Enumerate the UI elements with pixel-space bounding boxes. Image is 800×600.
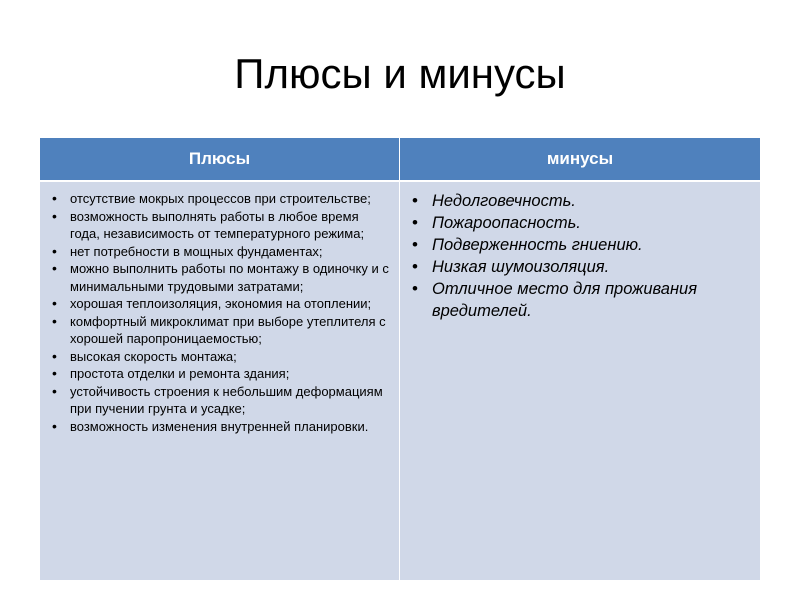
cons-item: • Недолговечность.: [410, 190, 754, 212]
pros-item: • нет потребности в мощных фундаментах;: [50, 243, 391, 261]
pros-item: • устойчивость строения к небольшим деформациям при пучении грунта и усадке;: [50, 383, 391, 418]
pros-item: • высокая скорость монтажа;: [50, 348, 391, 366]
cons-list: [410, 190, 754, 322]
pros-item: • простота отделки и ремонта здания;: [50, 365, 391, 383]
pros-item: • можно выполнить работы по монтажу в одиночку и с минимальными трудовыми затратами;: [50, 260, 391, 295]
pros-header: Плюсы: [40, 138, 400, 180]
pros-item: • комфортный микроклимат при выборе утеплителя с хорошей паропроницаемостью;: [50, 313, 391, 348]
cons-cell: [400, 180, 760, 580]
pros-item: • возможность изменения внутренней планировки.: [50, 418, 391, 436]
pros-list: [50, 190, 391, 435]
pros-cons-table: [40, 138, 760, 580]
pros-item: • хорошая теплоизоляция, экономия на отоплении;: [50, 295, 391, 313]
pros-item: • отсутствие мокрых процессов при строительстве;: [50, 190, 391, 208]
cons-item: • Пожароопасность.: [410, 212, 754, 234]
pros-item: • возможность выполнять работы в любое время года, независимость от температурного режима;: [50, 208, 391, 243]
cons-item: • Подверженность гниению.: [410, 234, 754, 256]
pros-cell: [40, 180, 400, 580]
cons-item: • Отличное место для проживания вредителей.: [410, 278, 754, 322]
slide-title: Плюсы и минусы: [234, 50, 566, 97]
cons-item: • Низкая шумоизоляция.: [410, 256, 754, 278]
cons-header: минусы: [400, 138, 760, 180]
